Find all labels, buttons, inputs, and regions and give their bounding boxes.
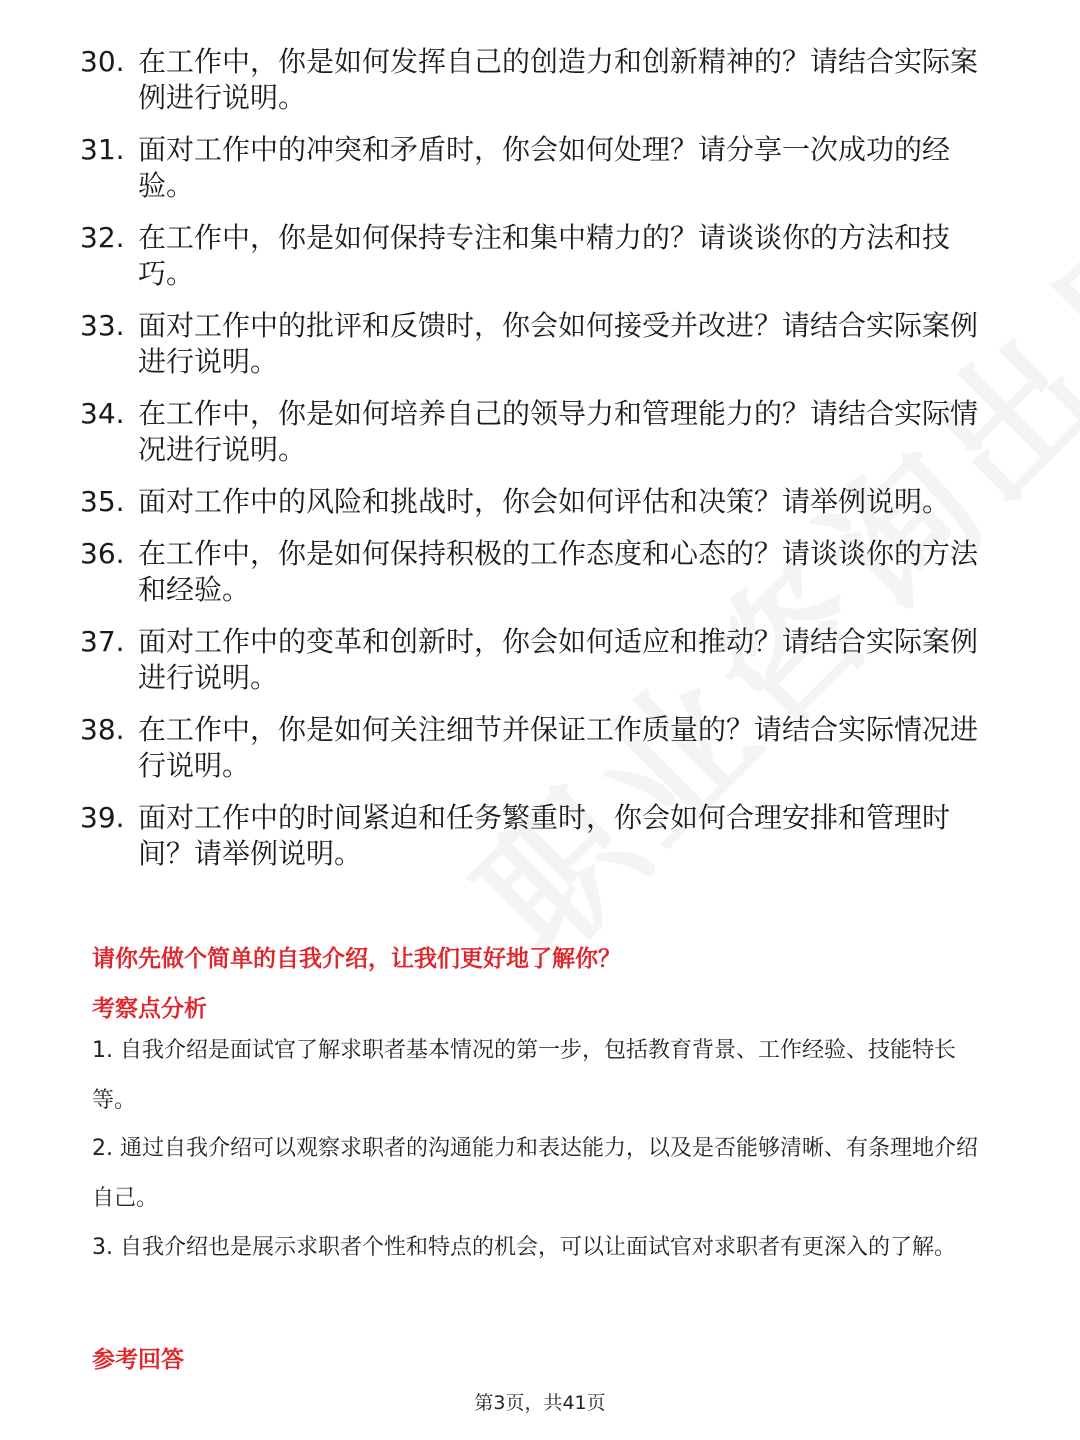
answer-heading: 参考回答 [92, 1347, 184, 1373]
question-text: 在工作中，你是如何发挥自己的创造力和创新精神的？请结合实际案例进行说明。 [138, 45, 979, 114]
page-indicator: 第3页，共41页 [474, 1392, 606, 1414]
analysis-point: 2. 通过自我介绍可以观察求职者的沟通能力和表达能力，以及是否能够清晰、有条理地介绍自己。 [92, 1136, 978, 1211]
list-item [80, 44, 1000, 116]
question-number: 38. [80, 713, 125, 746]
question-text: 面对工作中的时间紧迫和任务繁重时，你会如何合理安排和管理时间？请举例说明。 [138, 801, 951, 870]
list-item [80, 220, 1000, 292]
question-text: 在工作中，你是如何培养自己的领导力和管理能力的？请结合实际情况进行说明。 [138, 397, 979, 466]
question-number: 30. [80, 45, 125, 78]
question-number: 31. [80, 133, 125, 166]
list-item [80, 308, 1000, 380]
question-text: 面对工作中的冲突和矛盾时，你会如何处理？请分享一次成功的经验。 [138, 133, 951, 202]
list-item [80, 536, 1000, 608]
analysis-point: 1. 自我介绍是面试官了解求职者基本情况的第一步，包括教育背景、工作经验、技能特长等。 [92, 1038, 956, 1113]
question-text: 在工作中，你是如何保持专注和集中精力的？请谈谈你的方法和技巧。 [138, 221, 951, 290]
analysis-heading: 考察点分析 [92, 996, 207, 1022]
list-item [80, 484, 1000, 520]
question-number: 35. [80, 485, 125, 518]
question-number: 36. [80, 537, 125, 570]
list-item [80, 800, 1000, 872]
question-text: 面对工作中的变革和创新时，你会如何适应和推动？请结合实际案例进行说明。 [138, 625, 979, 694]
question-text: 面对工作中的风险和挑战时，你会如何评估和决策？请举例说明。 [138, 485, 951, 518]
question-number: 34. [80, 397, 125, 430]
question-number: 39. [80, 801, 125, 834]
list-item [80, 132, 1000, 204]
question-list [80, 44, 1000, 888]
question-text: 在工作中，你是如何关注细节并保证工作质量的？请结合实际情况进行说明。 [138, 713, 979, 782]
section-question-heading: 请你先做个简单的自我介绍，让我们更好地了解你？ [92, 946, 621, 972]
question-number: 32. [80, 221, 125, 254]
question-number: 37. [80, 625, 125, 658]
question-text: 在工作中，你是如何保持积极的工作态度和心态的？请谈谈你的方法和经验。 [138, 537, 979, 606]
list-item [80, 396, 1000, 468]
question-text: 面对工作中的批评和反馈时，你会如何接受并改进？请结合实际案例进行说明。 [138, 309, 979, 378]
list-item [80, 712, 1000, 784]
question-number: 33. [80, 309, 125, 342]
analysis-point: 3. 自我介绍也是展示求职者个性和特点的机会，可以让面试官对求职者有更深入的了解。 [92, 1235, 956, 1260]
list-item [80, 624, 1000, 696]
